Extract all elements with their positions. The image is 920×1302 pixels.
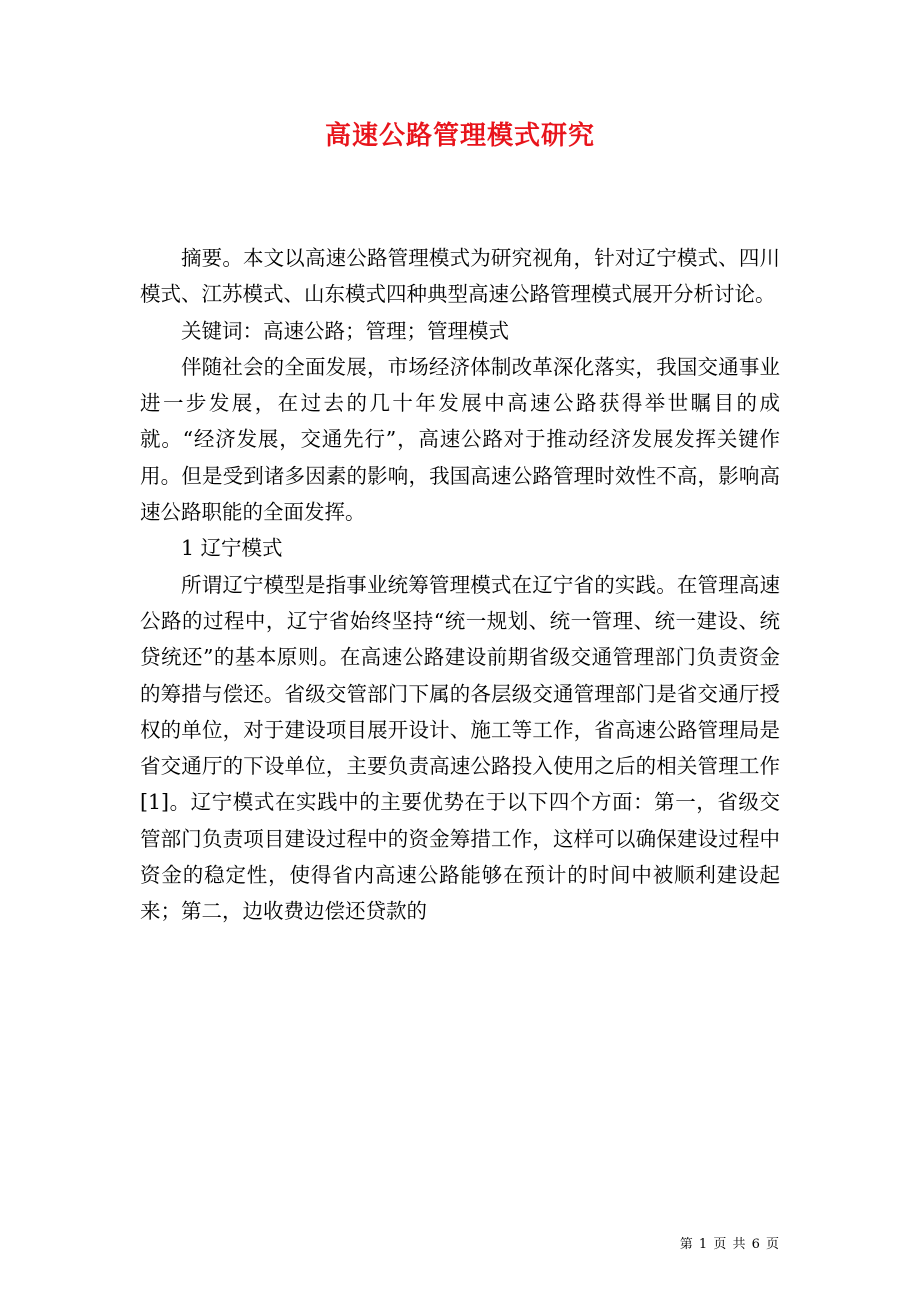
page-number-label: 第 1 页 共 6 页 xyxy=(679,1237,780,1252)
keywords-paragraph: 关键词：高速公路；管理；管理模式 xyxy=(181,318,509,343)
liaoning-paragraph: 所谓辽宁模型是指事业统筹管理模式在辽宁省的实践。在管理高速公路的过程中，辽宁省始终坚持“统一规划、统一管理、统一建设、统贷统还”的基本原则。在高速公路建设前期省级交通管理部门负责资金的筹措与偿还。省级交管部门下属的各层级交通管理部门是省交通厅授权的单位，对于建设项目展开设计、施工等工作，省高速公路管理局是省交通厅的下设单位，主要负责高速公路投入使用之后的相关管理工作[1]。辽宁模式在实践中的主要优势在于以下四个方面：第一，省级交管部门负责项目建设过程中的资金筹措工作，这样可以确保建设过程中资金的稳定性，使得省内高速公路能够在预计的时间中被顺利建设起来；第二，边收费边偿还贷款的 xyxy=(140,572,780,924)
page-number-footer xyxy=(680,1236,780,1254)
section-heading-liaoning: 1 辽宁模式 xyxy=(181,536,283,561)
intro-paragraph: 伴随社会的全面发展，市场经济体制改革深化落实，我国交通事业进一步发展，在过去的几十年发展中高速公路获得举世瞩目的成就。“经济发展，交通先行”，高速公路对于推动经济发展发挥关键作用。但是受到诸多因素的影响，我国高速公路管理时效性不高，影响高速公路职能的全面发挥。 xyxy=(140,354,780,525)
document-body xyxy=(140,240,780,930)
abstract-paragraph: 摘要。本文以高速公路管理模式为研究视角，针对辽宁模式、四川模式、江苏模式、山东模式四种典型高速公路管理模式展开分析讨论。 xyxy=(140,246,780,307)
document-title: 高速公路管理模式研究 xyxy=(324,121,595,151)
